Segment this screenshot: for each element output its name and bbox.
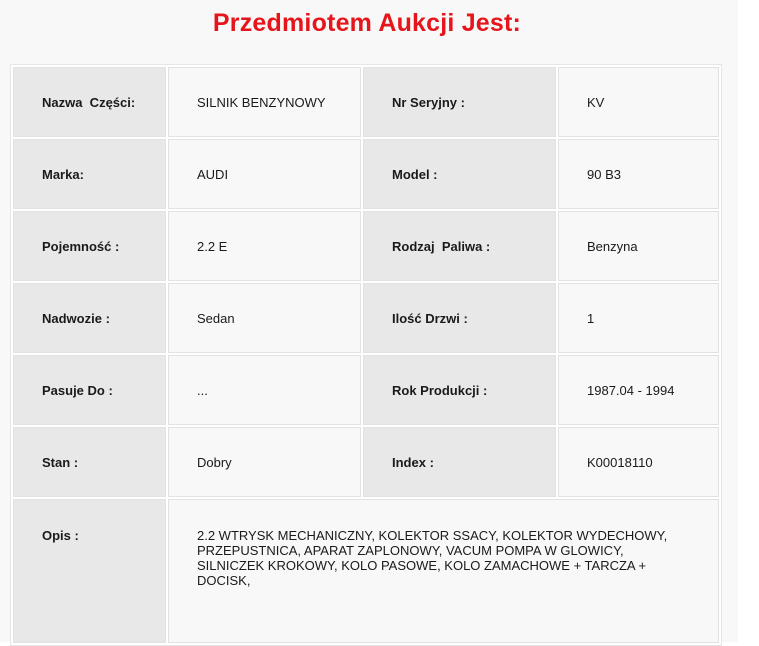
condition-value: Dobry <box>168 427 361 497</box>
description-value: 2.2 WTRYSK MECHANICZNY, KOLEKTOR SSACY, KOLEKTOR WYDECHOWY, PRZEPUSTNICA, APARAT ZAPLONOWY, VACUM POMPA W GLOWICY, SILNICZEK KROKOWY, KOLO PASOWE, KOLO ZAMACHOWE + TARCZA + DOCISK, <box>168 499 719 643</box>
table-row <box>13 139 719 209</box>
capacity-label: Pojemność : <box>13 211 166 281</box>
table-row <box>13 355 719 425</box>
body-type-label: Nadwozie : <box>13 283 166 353</box>
production-year-value: 1987.04 - 1994 <box>558 355 719 425</box>
fuel-type-value: Benzyna <box>558 211 719 281</box>
table-row <box>13 67 719 137</box>
production-year-label: Rok Produkcji : <box>363 355 556 425</box>
fuel-type-label: Rodzaj Paliwa : <box>363 211 556 281</box>
serial-number-value: KV <box>558 67 719 137</box>
body-type-value: Sedan <box>168 283 361 353</box>
model-value: 90 B3 <box>558 139 719 209</box>
condition-label: Stan : <box>13 427 166 497</box>
index-value: K00018110 <box>558 427 719 497</box>
table-row <box>13 283 719 353</box>
table-row <box>13 427 719 497</box>
page-title: Przedmiotem Aukcji Jest: <box>212 9 522 37</box>
model-label: Model : <box>363 139 556 209</box>
table-row <box>13 499 719 643</box>
door-count-label: Ilość Drzwi : <box>363 283 556 353</box>
fits-label: Pasuje Do : <box>13 355 166 425</box>
table-row <box>13 211 719 281</box>
part-name-value: SILNIK BENZYNOWY <box>168 67 361 137</box>
index-label: Index : <box>363 427 556 497</box>
capacity-value: 2.2 E <box>168 211 361 281</box>
brand-value: AUDI <box>168 139 361 209</box>
serial-number-label: Nr Seryjny : <box>363 67 556 137</box>
description-label: Opis : <box>13 499 166 643</box>
part-name-label: Nazwa Części: <box>13 67 166 137</box>
specs-table <box>10 64 722 646</box>
brand-label: Marka: <box>13 139 166 209</box>
door-count-value: 1 <box>558 283 719 353</box>
fits-value: ... <box>168 355 361 425</box>
